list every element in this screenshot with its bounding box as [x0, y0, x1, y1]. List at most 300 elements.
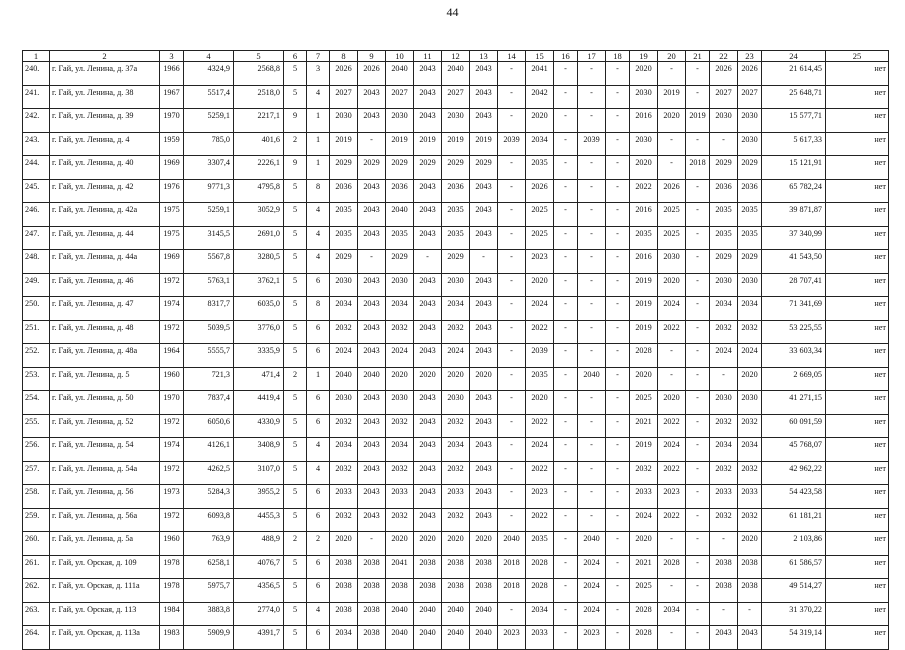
table-cell: - [554, 203, 578, 227]
table-cell: - [710, 367, 738, 391]
table-cell: - [686, 532, 710, 556]
table-cell: 5 [284, 414, 307, 438]
table-cell: нет [826, 320, 889, 344]
table-row [23, 85, 889, 109]
column-number: 4 [184, 51, 234, 62]
table-cell: - [578, 297, 606, 321]
table-cell: - [658, 626, 686, 650]
table-cell: 240. [23, 62, 50, 86]
table-cell: 2043 [358, 414, 386, 438]
table-cell: 2043 [358, 85, 386, 109]
table-cell: 2020 [526, 273, 554, 297]
table-cell: 2034 [738, 297, 762, 321]
table-cell: - [578, 203, 606, 227]
table-cell: г. Гай, ул. Ленина, д. 52 [50, 414, 160, 438]
table-cell: - [606, 156, 630, 180]
table-cell: - [686, 62, 710, 86]
table-cell: 2029 [386, 156, 414, 180]
table-cell: г. Гай, ул. Орская, д. 109 [50, 555, 160, 579]
table-cell: - [578, 485, 606, 509]
table-cell: 2022 [630, 179, 658, 203]
table-cell: 2 [284, 367, 307, 391]
table-cell: 2043 [358, 438, 386, 462]
table-cell: 2033 [526, 626, 554, 650]
table-cell: 2038 [442, 579, 470, 603]
table-cell: - [686, 508, 710, 532]
table-cell: 21 614,45 [762, 62, 826, 86]
table-cell: 60 091,59 [762, 414, 826, 438]
table-cell: 2026 [358, 62, 386, 86]
table-cell: 65 782,24 [762, 179, 826, 203]
table-cell: 2022 [658, 508, 686, 532]
table-cell: 2030 [738, 109, 762, 133]
table-cell: нет [826, 579, 889, 603]
table-cell: - [606, 602, 630, 626]
table-cell: 6 [307, 320, 330, 344]
table-cell: 2043 [470, 344, 498, 368]
table-cell: 2691,0 [234, 226, 284, 250]
table-cell: - [554, 273, 578, 297]
table-cell: 2019 [630, 438, 658, 462]
table-cell: - [686, 179, 710, 203]
table-cell: 2038 [710, 555, 738, 579]
table-cell: 2035 [526, 532, 554, 556]
table-cell: 3762,1 [234, 273, 284, 297]
table-cell: 2030 [386, 109, 414, 133]
table-cell: - [658, 367, 686, 391]
table-cell: - [498, 367, 526, 391]
table-cell: 2774,0 [234, 602, 284, 626]
table-cell: 2035 [330, 226, 358, 250]
column-number: 15 [526, 51, 554, 62]
table-cell: 37 340,99 [762, 226, 826, 250]
page-number: 44 [446, 5, 459, 19]
table-cell: 33 603,34 [762, 344, 826, 368]
table-cell: 2043 [414, 438, 442, 462]
table-row [23, 250, 889, 274]
table-cell: 4 [307, 438, 330, 462]
table-cell: 2032 [738, 414, 762, 438]
table-cell: 2027 [710, 85, 738, 109]
table-cell: г. Гай, ул. Ленина, д. 42 [50, 179, 160, 203]
table-cell: - [686, 414, 710, 438]
table-cell: 2024 [526, 438, 554, 462]
table-cell: - [606, 414, 630, 438]
table-cell: 2024 [578, 555, 606, 579]
table-cell: нет [826, 156, 889, 180]
table-cell: - [554, 297, 578, 321]
table-cell: 2023 [526, 250, 554, 274]
table-cell: 2034 [658, 602, 686, 626]
table-cell: 6 [307, 508, 330, 532]
table-cell: 2043 [414, 85, 442, 109]
table-cell: - [686, 626, 710, 650]
table-cell: 5259,1 [184, 109, 234, 133]
table-cell: 258. [23, 485, 50, 509]
table-cell: - [686, 85, 710, 109]
table-cell: - [554, 132, 578, 156]
table-cell: г. Гай, ул. Ленина, д. 44а [50, 250, 160, 274]
table-cell: 1984 [160, 602, 184, 626]
table-cell: 2217,1 [234, 109, 284, 133]
table-cell: 2040 [470, 602, 498, 626]
table-cell: - [498, 344, 526, 368]
table-cell: 5 [284, 461, 307, 485]
table-cell: 1960 [160, 532, 184, 556]
table-cell: 721,3 [184, 367, 234, 391]
table-cell: - [686, 461, 710, 485]
table-cell: 2041 [386, 555, 414, 579]
table-cell: 2038 [470, 555, 498, 579]
table-cell: 5 [284, 273, 307, 297]
table-row [23, 226, 889, 250]
table-cell: 4076,7 [234, 555, 284, 579]
table-cell: 6 [307, 579, 330, 603]
table-cell: 2030 [330, 109, 358, 133]
table-cell: 4330,9 [234, 414, 284, 438]
table-cell: 5 [284, 555, 307, 579]
table-cell: 246. [23, 203, 50, 227]
table-cell: 2020 [386, 367, 414, 391]
table-cell: - [606, 250, 630, 274]
table-cell: - [578, 109, 606, 133]
table-cell: 2034 [442, 297, 470, 321]
table-cell: 2029 [710, 250, 738, 274]
table-cell: 2043 [358, 344, 386, 368]
table-cell: 2039 [498, 132, 526, 156]
table-cell: 2043 [414, 179, 442, 203]
table-cell: 2038 [710, 579, 738, 603]
table-cell: - [578, 344, 606, 368]
table-cell: 2032 [442, 320, 470, 344]
table-cell: - [554, 508, 578, 532]
table-cell: - [554, 485, 578, 509]
table-cell: нет [826, 85, 889, 109]
table-cell: 253. [23, 367, 50, 391]
table-cell: нет [826, 132, 889, 156]
table-row [23, 438, 889, 462]
table-cell: 401,6 [234, 132, 284, 156]
column-number: 22 [710, 51, 738, 62]
table-cell: 2032 [386, 508, 414, 532]
table-cell: - [606, 85, 630, 109]
table-cell: - [686, 438, 710, 462]
table-cell: нет [826, 508, 889, 532]
table-cell: г. Гай, ул. Ленина, д. 5 [50, 367, 160, 391]
table-cell: 2043 [358, 273, 386, 297]
column-number-row [23, 51, 889, 62]
table-cell: - [686, 367, 710, 391]
table-cell: 2040 [442, 602, 470, 626]
table-cell: 2035 [710, 226, 738, 250]
table-cell: 2030 [710, 109, 738, 133]
table-cell: - [686, 320, 710, 344]
table-cell: - [686, 602, 710, 626]
table-cell: - [686, 226, 710, 250]
table-cell: - [686, 391, 710, 415]
column-number: 12 [442, 51, 470, 62]
table-cell: 2029 [330, 250, 358, 274]
column-number: 17 [578, 51, 606, 62]
table-cell: 2030 [442, 273, 470, 297]
table-cell: 2032 [386, 414, 414, 438]
table-cell: 2040 [498, 532, 526, 556]
table-cell: 4455,3 [234, 508, 284, 532]
table-cell: 3280,5 [234, 250, 284, 274]
table-cell: 1966 [160, 62, 184, 86]
table-cell: 2019 [386, 132, 414, 156]
table-cell: 2024 [738, 344, 762, 368]
table-cell: г. Гай, ул. Ленина, д. 4 [50, 132, 160, 156]
table-cell: 5 [284, 391, 307, 415]
table-cell: - [554, 109, 578, 133]
table-cell: 2016 [630, 250, 658, 274]
table-cell: - [554, 367, 578, 391]
table-cell: - [658, 62, 686, 86]
table-cell: 2032 [386, 320, 414, 344]
table-cell: 6 [307, 414, 330, 438]
table-cell: - [498, 320, 526, 344]
table-cell: 2038 [358, 579, 386, 603]
table-cell: 2035 [526, 156, 554, 180]
table-cell: 2029 [470, 156, 498, 180]
table-row [23, 555, 889, 579]
table-row [23, 132, 889, 156]
table-cell: 53 225,55 [762, 320, 826, 344]
table-cell: - [554, 226, 578, 250]
table-cell: 245. [23, 179, 50, 203]
table-cell: 2036 [738, 179, 762, 203]
table-cell: 2019 [630, 320, 658, 344]
table-cell: 2020 [414, 532, 442, 556]
table-cell: 5 [284, 438, 307, 462]
table-cell: 2024 [578, 579, 606, 603]
table-cell: 2043 [470, 438, 498, 462]
table-cell: 2033 [710, 485, 738, 509]
table-cell: 2043 [414, 485, 442, 509]
table-cell: 2030 [630, 85, 658, 109]
table-cell: - [498, 438, 526, 462]
table-cell: 2035 [710, 203, 738, 227]
table-cell: 2024 [658, 297, 686, 321]
table-cell: 2040 [470, 626, 498, 650]
table-cell: 54 423,58 [762, 485, 826, 509]
table-cell: 2029 [738, 156, 762, 180]
table-cell: 2022 [658, 461, 686, 485]
table-cell: 6258,1 [184, 555, 234, 579]
table-cell: - [658, 344, 686, 368]
table-cell: 2032 [738, 508, 762, 532]
table-cell: 2027 [738, 85, 762, 109]
table-cell: 2032 [330, 508, 358, 532]
table-cell: - [658, 532, 686, 556]
table-cell: - [414, 250, 442, 274]
table-cell: - [554, 156, 578, 180]
table-cell: 2020 [630, 62, 658, 86]
table-cell: нет [826, 461, 889, 485]
column-number: 7 [307, 51, 330, 62]
table-cell: 2043 [414, 320, 442, 344]
table-cell: 2019 [442, 132, 470, 156]
table-cell: 1974 [160, 297, 184, 321]
column-number: 1 [23, 51, 50, 62]
table-cell: 41 271,15 [762, 391, 826, 415]
table-cell: 3 [307, 62, 330, 86]
table-cell: 3955,2 [234, 485, 284, 509]
column-number: 24 [762, 51, 826, 62]
table-row [23, 461, 889, 485]
table-cell: 2019 [686, 109, 710, 133]
table-cell: 2022 [658, 414, 686, 438]
table-cell: 2024 [630, 508, 658, 532]
table-cell: - [554, 555, 578, 579]
table-cell: - [554, 602, 578, 626]
table-cell: 2032 [442, 414, 470, 438]
table-cell: 2032 [330, 320, 358, 344]
table-cell: 2033 [442, 485, 470, 509]
column-number: 6 [284, 51, 307, 62]
table-cell: 2026 [738, 62, 762, 86]
table-cell: - [606, 179, 630, 203]
table-cell: 2039 [526, 344, 554, 368]
table-cell: 15 577,71 [762, 109, 826, 133]
table-cell: 2 103,86 [762, 532, 826, 556]
column-number: 11 [414, 51, 442, 62]
table-cell: 61 586,57 [762, 555, 826, 579]
column-number: 18 [606, 51, 630, 62]
table-cell: 1972 [160, 320, 184, 344]
table-cell: 1972 [160, 508, 184, 532]
table-cell: 2038 [738, 579, 762, 603]
table-cell: 2028 [658, 555, 686, 579]
table-cell: 2032 [330, 414, 358, 438]
table-cell: 2038 [358, 626, 386, 650]
table-cell: 1978 [160, 555, 184, 579]
table-row [23, 344, 889, 368]
table-cell: 2020 [658, 391, 686, 415]
table-cell: 2043 [358, 485, 386, 509]
table-cell: - [498, 62, 526, 86]
table-cell: - [686, 344, 710, 368]
table-cell: 243. [23, 132, 50, 156]
table-cell: 5284,3 [184, 485, 234, 509]
table-cell: 2026 [658, 179, 686, 203]
table-cell: 2027 [330, 85, 358, 109]
table-cell: 2038 [470, 579, 498, 603]
column-number: 10 [386, 51, 414, 62]
table-cell: 2043 [470, 109, 498, 133]
table-cell: 2030 [738, 391, 762, 415]
table-cell: 2034 [710, 297, 738, 321]
table-cell: 244. [23, 156, 50, 180]
table-cell: 2018 [498, 579, 526, 603]
table-cell: 2043 [358, 179, 386, 203]
table-cell: 41 543,50 [762, 250, 826, 274]
table-cell: 4262,5 [184, 461, 234, 485]
table-cell: - [498, 414, 526, 438]
table-row [23, 508, 889, 532]
table-cell: 250. [23, 297, 50, 321]
table-cell: 2043 [358, 203, 386, 227]
table-cell: 2023 [498, 626, 526, 650]
table-cell: 2025 [526, 226, 554, 250]
table-cell: 2040 [386, 203, 414, 227]
table-cell: 1970 [160, 391, 184, 415]
table-cell: 2032 [710, 461, 738, 485]
table-cell: 2020 [630, 367, 658, 391]
table-cell: - [686, 555, 710, 579]
table-cell: 2032 [710, 508, 738, 532]
table-cell: 2026 [710, 62, 738, 86]
table-cell: 5 [284, 508, 307, 532]
table-cell: 252. [23, 344, 50, 368]
table-cell: 1 [307, 132, 330, 156]
table-cell: 5 [284, 579, 307, 603]
table-cell: 2043 [470, 273, 498, 297]
table-cell: 242. [23, 109, 50, 133]
table-cell: 5567,8 [184, 250, 234, 274]
table-cell: нет [826, 414, 889, 438]
table-cell: 2039 [578, 132, 606, 156]
column-number: 5 [234, 51, 284, 62]
table-cell: 2032 [738, 320, 762, 344]
table-row [23, 626, 889, 650]
table-cell: - [358, 132, 386, 156]
column-number: 13 [470, 51, 498, 62]
column-number: 8 [330, 51, 358, 62]
table-cell: - [554, 85, 578, 109]
table-cell: 2040 [578, 532, 606, 556]
table-cell: 5 [284, 226, 307, 250]
table-cell: 2 669,05 [762, 367, 826, 391]
table-cell: 61 181,21 [762, 508, 826, 532]
table-cell: 2 [284, 532, 307, 556]
table-cell: 2022 [526, 414, 554, 438]
table-cell: 6 [307, 485, 330, 509]
table-cell: 2043 [414, 344, 442, 368]
table-cell: г. Гай, ул. Ленина, д. 48а [50, 344, 160, 368]
table-cell: 2034 [710, 438, 738, 462]
table-cell: - [686, 250, 710, 274]
table-cell: 2030 [386, 391, 414, 415]
table-cell: 8317,7 [184, 297, 234, 321]
table-cell: 2025 [630, 391, 658, 415]
table-cell: г. Гай, ул. Орская, д. 113а [50, 626, 160, 650]
table-cell: 2043 [470, 62, 498, 86]
table-cell: 2035 [386, 226, 414, 250]
table-cell: 2038 [414, 579, 442, 603]
table-cell: 4 [307, 602, 330, 626]
table-cell: нет [826, 485, 889, 509]
table-cell: г. Гай, ул. Ленина, д. 47 [50, 297, 160, 321]
table-cell: нет [826, 555, 889, 579]
table-cell: 1975 [160, 226, 184, 250]
column-number: 9 [358, 51, 386, 62]
table-row [23, 391, 889, 415]
table-cell: г. Гай, ул. Ленина, д. 39 [50, 109, 160, 133]
table-cell: 2020 [330, 532, 358, 556]
table-cell: 2036 [330, 179, 358, 203]
table-cell: 2022 [526, 461, 554, 485]
table-cell: - [498, 226, 526, 250]
table-cell: 5 [284, 297, 307, 321]
table-cell: - [498, 250, 526, 274]
table-cell: 2043 [470, 320, 498, 344]
table-row [23, 62, 889, 86]
table-cell: 2043 [470, 85, 498, 109]
table-cell: 2020 [658, 273, 686, 297]
table-cell: - [358, 250, 386, 274]
